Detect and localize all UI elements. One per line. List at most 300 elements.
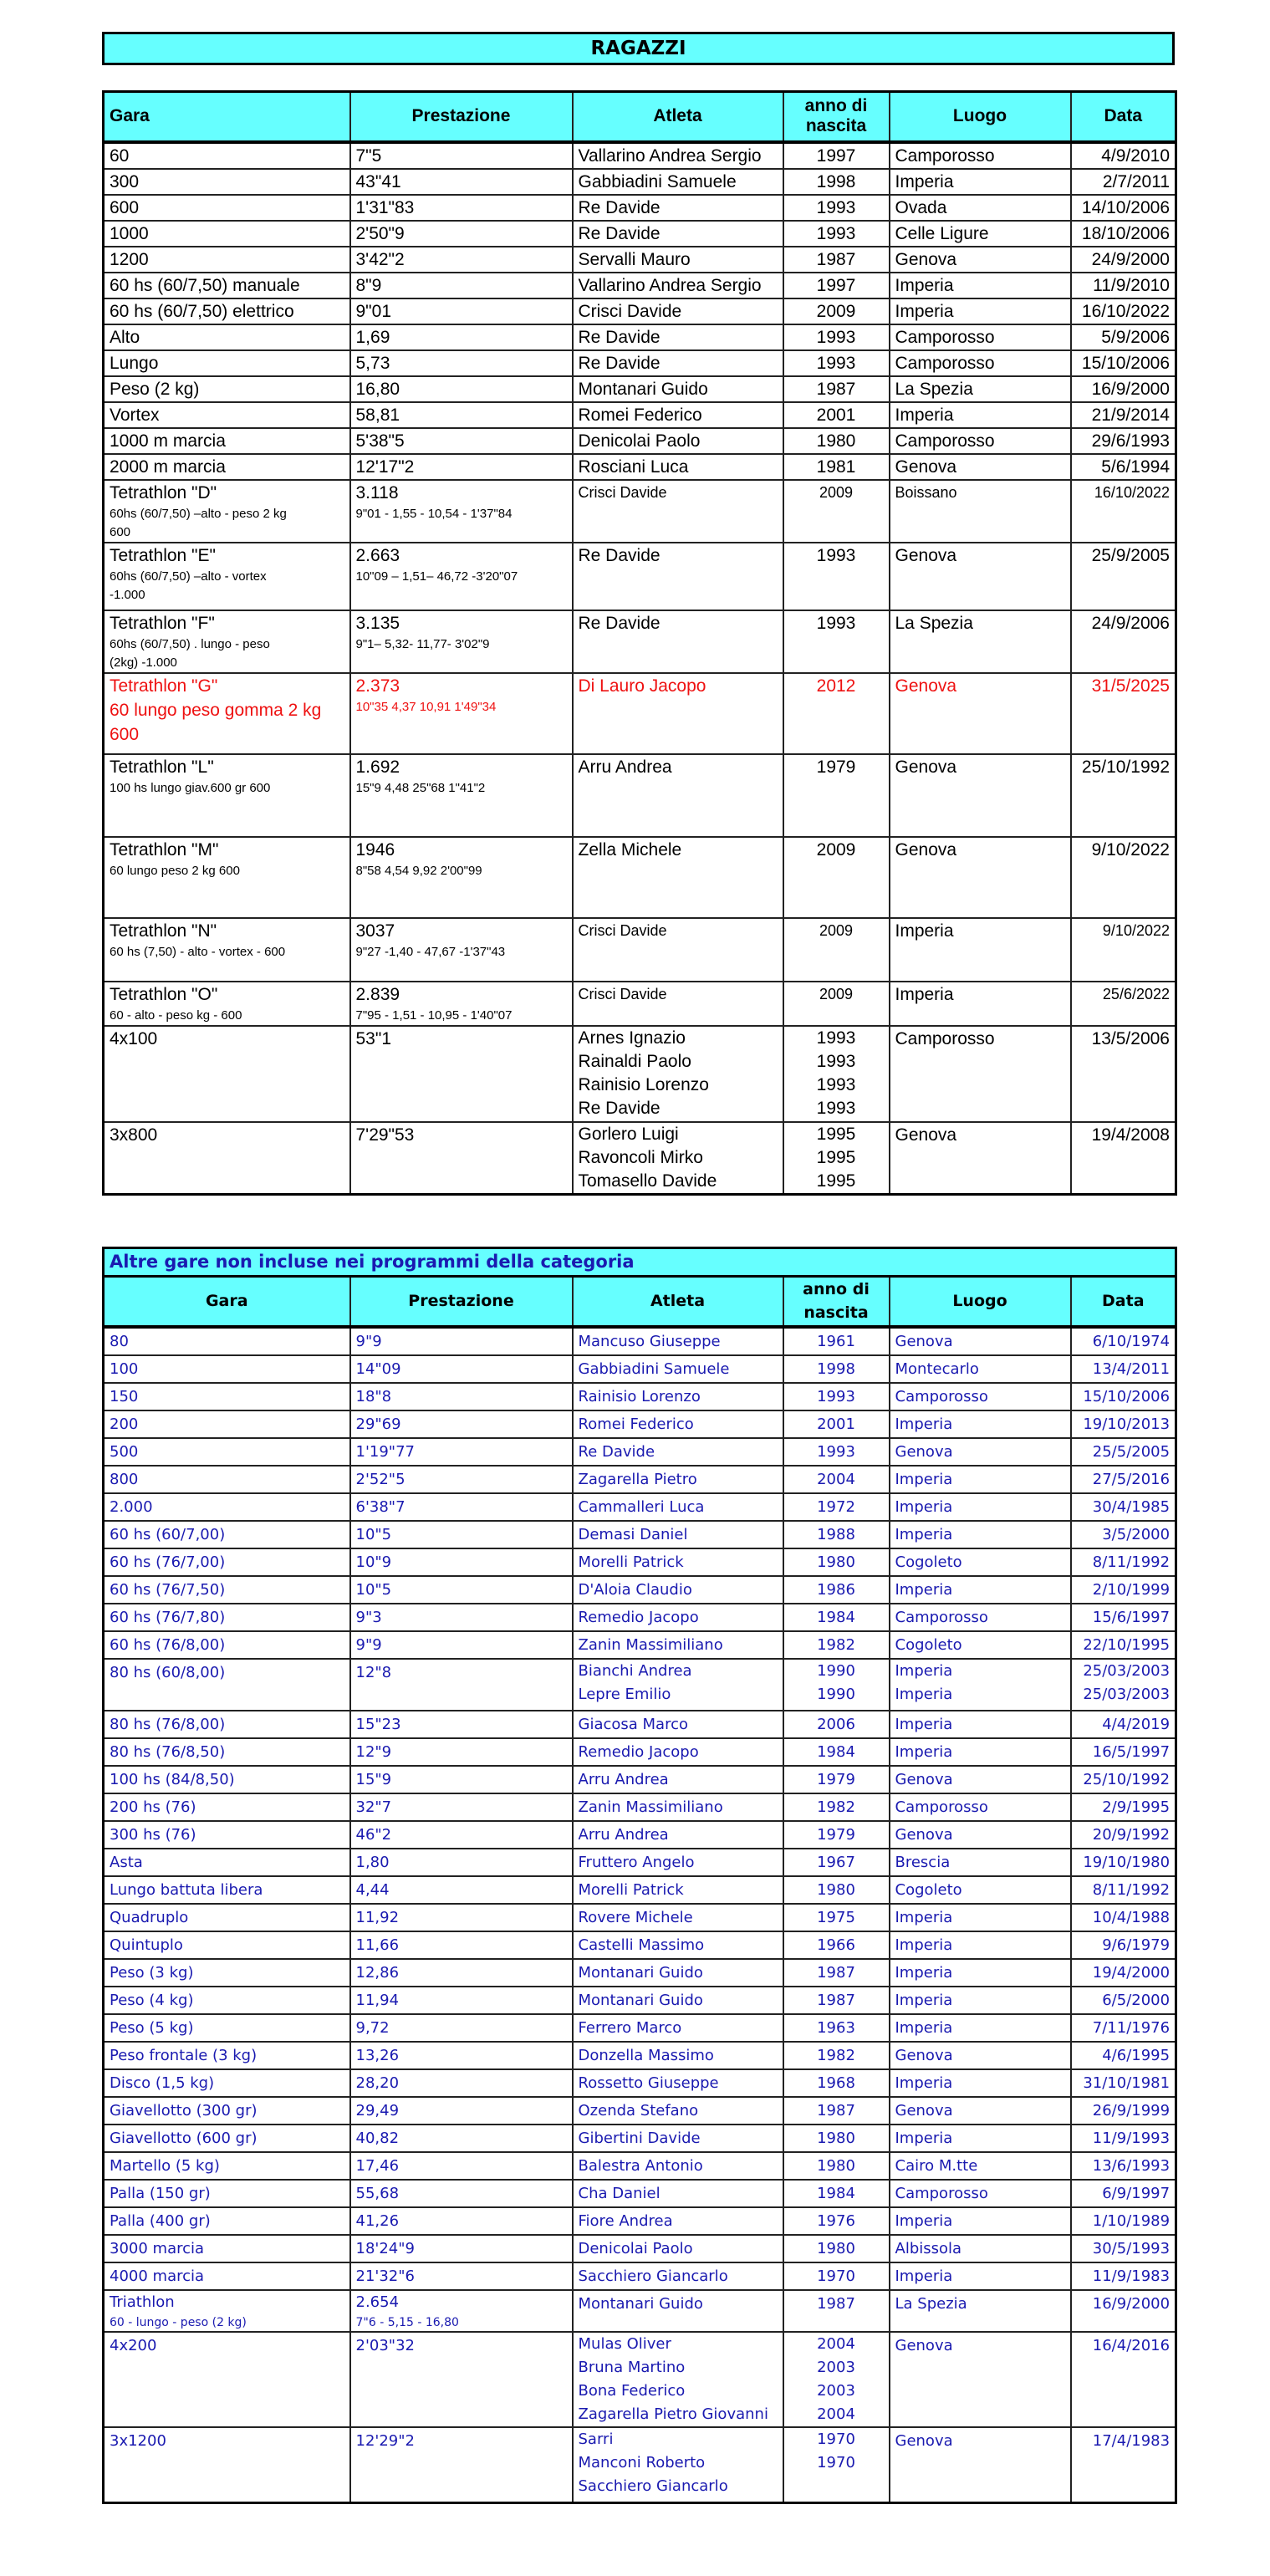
prestazione-cell: 55,68	[350, 2180, 573, 2207]
data-cell: 22/10/1995	[1071, 1631, 1176, 1659]
prestazione-score: 3.135	[355, 613, 400, 633]
prestazione-cell: 10"5	[350, 1521, 573, 1548]
data-cell: 17/4/1983	[1071, 2427, 1176, 2503]
luogo-cell: Camporosso	[890, 1604, 1071, 1631]
atleta-cell: Arru Andrea	[573, 1821, 783, 1849]
prestazione-cell: 5'38"5	[350, 428, 573, 454]
gara-detail-2: (2kg) -1.000	[110, 655, 177, 670]
gara-cell: Peso (2 kg)	[104, 376, 350, 402]
anno-cell: 1997	[783, 142, 890, 169]
table-row	[104, 428, 1176, 454]
luogo-cell: Genova	[890, 2097, 1071, 2125]
table-row	[104, 1604, 1176, 1631]
gara-cell: 60 hs (76/8,00)	[104, 1631, 350, 1659]
luogo-cell: La Spezia	[890, 376, 1071, 402]
atleta-cell: Servalli Mauro	[573, 247, 783, 273]
luogo-cell: Genova	[890, 1327, 1071, 1355]
relay-birth-year: 2003	[817, 2358, 855, 2376]
prestazione-cell: 7"5	[350, 142, 573, 169]
table-row	[104, 1659, 1176, 1711]
col-prestazione: Prestazione	[350, 92, 573, 142]
prestazione-cell: 10"9	[350, 1548, 573, 1576]
prestazione-cell: 29"69	[350, 1410, 573, 1438]
gara-detail: 60hs (60/7,50) . lungo - peso	[110, 636, 270, 651]
anno-cell: 1993	[783, 1383, 890, 1410]
table-row	[104, 2207, 1176, 2235]
data-cell: 6/10/1974	[1071, 1327, 1176, 1355]
prestazione-cell: 2'03"32	[350, 2332, 573, 2427]
atleta-cell: Zanin Massimiliano	[573, 1631, 783, 1659]
prestazione-score: 2.373	[355, 676, 400, 696]
prestazione-detail: 9"1– 5,32- 11,77- 3'02"9	[355, 636, 490, 651]
luogo-cell: Camporosso	[890, 350, 1071, 376]
data-cell: 10/4/1988	[1071, 1904, 1176, 1931]
atleta-cell: Re Davide	[573, 1438, 783, 1466]
gara-cell: Lungo	[104, 350, 350, 376]
anno-cell: 1987	[783, 2290, 890, 2332]
anno-cell: 1984	[783, 1604, 890, 1631]
anno-cell: 1976	[783, 2207, 890, 2235]
data-cell: 24/9/2006	[1071, 610, 1176, 673]
anno-cell: 1963	[783, 2014, 890, 2042]
prestazione-cell	[350, 543, 573, 610]
anno-cell: 1998	[783, 1355, 890, 1383]
table-row	[104, 982, 1176, 1026]
table-row	[104, 454, 1176, 480]
gara-detail: 100 hs lungo giav.600 gr 600	[110, 780, 271, 795]
luogo-cell: Imperia	[890, 1493, 1071, 1521]
anno-cell: 2009	[783, 918, 890, 982]
relay-athlete: Rainisio Lorenzo	[578, 1074, 709, 1094]
luogo-cell: Imperia	[890, 2069, 1071, 2097]
prestazione-cell: 21'32"6	[350, 2262, 573, 2290]
gara-cell: Giavellotto (300 gr)	[104, 2097, 350, 2125]
luogo-cell: Imperia	[890, 273, 1071, 298]
relay-athlete: Sacchiero Giancarlo	[578, 2477, 728, 2495]
anno-cell: 1993	[783, 195, 890, 221]
atleta-cell: Fiore Andrea	[573, 2207, 783, 2235]
luogo-cell: Imperia	[890, 1959, 1071, 1987]
luogo-cell: Camporosso	[890, 324, 1071, 350]
prestazione-detail: 9"27 -1,40 - 47,67 -1'37"43	[355, 944, 506, 959]
prestazione-cell: 7'29"53	[350, 1122, 573, 1195]
atleta-cell: Montanari Guido	[573, 2290, 783, 2332]
prestazione-cell: 2'52"5	[350, 1466, 573, 1493]
anno-cell: 1982	[783, 2042, 890, 2069]
atleta-cell: Gibertini Davide	[573, 2125, 783, 2152]
gara-cell: 60 hs (60/7,00)	[104, 1521, 350, 1548]
table-row	[104, 2262, 1176, 2290]
gara-cell: Martello (5 kg)	[104, 2152, 350, 2180]
gara-detail-2: -1.000	[110, 587, 145, 602]
gara-cell: 100 hs (84/8,50)	[104, 1766, 350, 1793]
data-cell: 19/10/2013	[1071, 1410, 1176, 1438]
table-row	[104, 1438, 1176, 1466]
anno-cell: 1984	[783, 2180, 890, 2207]
table-row	[104, 2152, 1176, 2180]
luogo-cell: Cogoleto	[890, 1548, 1071, 1576]
atleta-cell: Vallarino Andrea Sergio	[573, 142, 783, 169]
table-header	[104, 1277, 1176, 1327]
prestazione-detail: 10"35 4,37 10,91 1'49"34	[355, 699, 497, 714]
relay-athlete: Rainaldi Paolo	[578, 1051, 691, 1071]
gara-title: Tetrathlon "O"	[110, 984, 218, 1004]
data-cell: 20/9/1992	[1071, 1821, 1176, 1849]
atleta-cell: Ferrero Marco	[573, 2014, 783, 2042]
table-row	[104, 1987, 1176, 2014]
atleti-cell	[573, 1122, 783, 1195]
table-row	[104, 2290, 1176, 2332]
table-row	[104, 350, 1176, 376]
table-row	[104, 2014, 1176, 2042]
gara-cell: 80 hs (60/8,00)	[104, 1659, 350, 1711]
atleta-cell: Arru Andrea	[573, 754, 783, 837]
luogo-cell: Genova	[890, 543, 1071, 610]
gara-cell: 600	[104, 195, 350, 221]
atleta-cell: Ozenda Stefano	[573, 2097, 783, 2125]
anno-cell: 1961	[783, 1327, 890, 1355]
anno-cell: 1967	[783, 1849, 890, 1876]
table-row	[104, 2125, 1176, 2152]
birth-year: 1990	[817, 1661, 855, 1680]
prestazione-cell: 1,80	[350, 1849, 573, 1876]
table-row	[104, 376, 1176, 402]
anno-cell: 1980	[783, 1548, 890, 1576]
table-row	[104, 673, 1176, 754]
gara-detail-2: 600	[110, 524, 131, 539]
table-row	[104, 1631, 1176, 1659]
data-cell: 13/4/2011	[1071, 1355, 1176, 1383]
gara-detail: 60 - lungo - peso (2 kg)	[110, 2315, 247, 2329]
gara-cell: 3x800	[104, 1122, 350, 1195]
data-cell: 27/5/2016	[1071, 1466, 1176, 1493]
data-cell: 4/9/2010	[1071, 142, 1176, 169]
table-row	[104, 2042, 1176, 2069]
gara-title: Tetrathlon "D"	[110, 482, 217, 502]
data-cell: 16/10/2022	[1071, 480, 1176, 543]
relay-athlete: Manconi Roberto	[578, 2453, 706, 2471]
data-cell: 19/4/2000	[1071, 1959, 1176, 1987]
anno-cell: 1997	[783, 273, 890, 298]
table-row	[104, 1876, 1176, 1904]
atleta-cell: Denicolai Paolo	[573, 428, 783, 454]
relay-athlete: Zagarella Pietro Giovanni	[578, 2405, 768, 2423]
data-cell: 29/6/1993	[1071, 428, 1176, 454]
relay-birth-year: 1970	[817, 2430, 855, 2448]
data-cell: 6/5/2000	[1071, 1987, 1176, 2014]
atleta-cell: Re Davide	[573, 195, 783, 221]
data-cell: 18/10/2006	[1071, 221, 1176, 247]
table-row	[104, 1466, 1176, 1493]
table-row	[104, 2180, 1176, 2207]
data-cell: 26/9/1999	[1071, 2097, 1176, 2125]
luogo-cell: Imperia	[890, 169, 1071, 195]
luogo-cell: Genova	[890, 454, 1071, 480]
anno-cell: 1966	[783, 1931, 890, 1959]
table-row	[104, 1548, 1176, 1576]
table-row	[104, 1793, 1176, 1821]
prestazione-cell: 58,81	[350, 402, 573, 428]
luogo-cell: Genova	[890, 2427, 1071, 2503]
table-row	[104, 1410, 1176, 1438]
relay-birth-year: 1995	[816, 1124, 856, 1144]
data-cell: 30/5/1993	[1071, 2235, 1176, 2262]
prestazione-cell: 13,26	[350, 2042, 573, 2069]
luogo-cell: Imperia	[890, 1410, 1071, 1438]
atleta-cell: Rainisio Lorenzo	[573, 1383, 783, 1410]
gara-cell: Peso frontale (3 kg)	[104, 2042, 350, 2069]
atleti-cell	[573, 1026, 783, 1122]
relay-birth-year: 1993	[816, 1028, 856, 1048]
anno-cell: 1972	[783, 1493, 890, 1521]
anno-cell: 1975	[783, 1904, 890, 1931]
atleta-cell: Crisci Davide	[573, 918, 783, 982]
atleta-cell: Montanari Guido	[573, 1959, 783, 1987]
anno-cell: 2009	[783, 298, 890, 324]
prestazione-cell: 11,66	[350, 1931, 573, 1959]
anno-cell: 1998	[783, 169, 890, 195]
data-cell: 4/6/1995	[1071, 2042, 1176, 2069]
table-row	[104, 1959, 1176, 1987]
atleta-cell: Zanin Massimiliano	[573, 1793, 783, 1821]
data-cell: 16/9/2000	[1071, 376, 1176, 402]
anno-cell: 1987	[783, 2097, 890, 2125]
prestazione-score: 2.663	[355, 545, 400, 565]
gara-cell: 1000	[104, 221, 350, 247]
atleta-cell: Morelli Patrick	[573, 1548, 783, 1576]
gara-cell: Peso (3 kg)	[104, 1959, 350, 1987]
table-row	[104, 480, 1176, 543]
col-gara: Gara	[104, 1277, 350, 1327]
gara-detail: 60hs (60/7,50) –alto - vortex	[110, 569, 267, 584]
luogo-cell: Imperia	[890, 1711, 1071, 1738]
gara-title: Tetrathlon "F"	[110, 613, 215, 633]
gara-title: Tetrathlon "G"	[110, 676, 218, 696]
prestazione-cell	[350, 837, 573, 918]
luogo-cell: Genova	[890, 837, 1071, 918]
atleti-cell	[573, 1659, 783, 1711]
gara-cell: 300 hs (76)	[104, 1821, 350, 1849]
atleta-cell: Re Davide	[573, 610, 783, 673]
anno-cell: 1982	[783, 1631, 890, 1659]
gara-cell	[104, 837, 350, 918]
luogo-cell: Camporosso	[890, 428, 1071, 454]
prestazione-detail: 7"95 - 1,51 - 10,95 - 1'40"07	[355, 1007, 513, 1023]
anno-cell: 2009	[783, 480, 890, 543]
data-cell: 25/9/2005	[1071, 543, 1176, 610]
gara-cell: 2.000	[104, 1493, 350, 1521]
table-row	[104, 1355, 1176, 1383]
anno-cell: 1987	[783, 1959, 890, 1987]
table-row	[104, 2069, 1176, 2097]
data-cell: 15/10/2006	[1071, 350, 1176, 376]
gara-detail: 60 lungo peso gomma 2 kg	[110, 700, 322, 720]
prestazione-cell: 46"2	[350, 1821, 573, 1849]
gara-cell: 4x100	[104, 1026, 350, 1122]
gara-cell: 60 hs (76/7,50)	[104, 1576, 350, 1604]
prestazione-cell: 5,73	[350, 350, 573, 376]
luogo-cell: Imperia	[890, 1931, 1071, 1959]
prestazione-cell	[350, 610, 573, 673]
prestazione-cell: 12'29"2	[350, 2427, 573, 2503]
anno-cell: 1993	[783, 324, 890, 350]
prestazione-cell: 12,86	[350, 1959, 573, 1987]
luogo-cell: Imperia	[890, 1738, 1071, 1766]
table-row	[104, 1026, 1176, 1122]
anno-cell: 1993	[783, 543, 890, 610]
table-row	[104, 1931, 1176, 1959]
prestazione-score: 3037	[355, 921, 395, 941]
table-row	[104, 918, 1176, 982]
anni-cell	[783, 1122, 890, 1195]
relay-athlete: Re Davide	[578, 1098, 661, 1118]
atleta-cell: Donzella Massimo	[573, 2042, 783, 2069]
atleta-cell: Di Lauro Jacopo	[573, 673, 783, 754]
luogo-cell: Genova	[890, 1821, 1071, 1849]
luogo-cell: Imperia	[890, 1466, 1071, 1493]
atleta-cell: Gabbiadini Samuele	[573, 1355, 783, 1383]
gara-cell: Palla (400 gr)	[104, 2207, 350, 2235]
anno-cell: 1980	[783, 2125, 890, 2152]
data-cell: 5/6/1994	[1071, 454, 1176, 480]
relay-athlete: Sarri	[578, 2430, 614, 2448]
atleta-cell: Rossetto Giuseppe	[573, 2069, 783, 2097]
atleta-cell: Gabbiadini Samuele	[573, 169, 783, 195]
luogo-cell: La Spezia	[890, 2290, 1071, 2332]
anno-cell: 1987	[783, 247, 890, 273]
atleta-cell: Re Davide	[573, 324, 783, 350]
prestazione-cell: 53"1	[350, 1026, 573, 1122]
date: 25/03/2003	[1083, 1685, 1171, 1703]
data-cell: 1/10/1989	[1071, 2207, 1176, 2235]
prestazione-cell: 32"7	[350, 1793, 573, 1821]
prestazione-cell: 9"01	[350, 298, 573, 324]
atleta-cell: Montanari Guido	[573, 376, 783, 402]
luogo-cell: Ovada	[890, 195, 1071, 221]
prestazione-score: 3.118	[355, 482, 399, 502]
gara-cell: 500	[104, 1438, 350, 1466]
luogo-cell: Genova	[890, 1438, 1071, 1466]
data-cell: 16/5/1997	[1071, 1738, 1176, 1766]
table-row	[104, 610, 1176, 673]
luogo-cell: La Spezia	[890, 610, 1071, 673]
data-cell: 16/10/2022	[1071, 298, 1176, 324]
luogo-cell: Imperia	[890, 1904, 1071, 1931]
atleta-cell: Montanari Guido	[573, 1987, 783, 2014]
data-cell: 30/4/1985	[1071, 1493, 1176, 1521]
col-atleta: Atleta	[573, 1277, 783, 1327]
prestazione-cell	[350, 754, 573, 837]
atleta-cell: Re Davide	[573, 350, 783, 376]
gara-detail: 60 - alto - peso kg - 600	[110, 1007, 242, 1023]
gara-cell: 200	[104, 1410, 350, 1438]
gara-cell: 800	[104, 1466, 350, 1493]
table-row	[104, 1849, 1176, 1876]
prestazione-cell: 3'42"2	[350, 247, 573, 273]
luogo-cell: Genova	[890, 1766, 1071, 1793]
gara-cell	[104, 918, 350, 982]
data-cell: 25/6/2022	[1071, 982, 1176, 1026]
gara-detail: 60 lungo peso 2 kg 600	[110, 863, 240, 878]
anno-cell: 1980	[783, 1876, 890, 1904]
data-cell: 15/10/2006	[1071, 1383, 1176, 1410]
birth-year: 1990	[817, 1685, 855, 1703]
gara-cell: 200 hs (76)	[104, 1793, 350, 1821]
table-row	[104, 142, 1176, 169]
table-row	[104, 169, 1176, 195]
gara-title: Tetrathlon "M"	[110, 839, 219, 860]
table-row	[104, 1122, 1176, 1195]
atleta-cell: Rosciani Luca	[573, 454, 783, 480]
anno-cell: 1987	[783, 376, 890, 402]
atleta-cell: Crisci Davide	[573, 982, 783, 1026]
gara-cell: 80	[104, 1327, 350, 1355]
prestazione-cell: 15"23	[350, 1711, 573, 1738]
luogo-cell: Cogoleto	[890, 1631, 1071, 1659]
prestazione-cell: 11,92	[350, 1904, 573, 1931]
luogo-cell: Celle Ligure	[890, 221, 1071, 247]
gara-cell: 100	[104, 1355, 350, 1383]
table-row	[104, 543, 1176, 610]
atleta-cell: Crisci Davide	[573, 480, 783, 543]
luogo-cell: Camporosso	[890, 142, 1071, 169]
page-title: RAGAZZI	[102, 32, 1175, 65]
luogo-cell: Genova	[890, 673, 1071, 754]
prestazione-cell: 1'31"83	[350, 195, 573, 221]
anno-cell: 1979	[783, 1766, 890, 1793]
data-cell: 25/10/1992	[1071, 754, 1176, 837]
gara-cell: 4x200	[104, 2332, 350, 2427]
luogo-cell: Cairo M.tte	[890, 2152, 1071, 2180]
gara-cell	[104, 2290, 350, 2332]
data-cell: 31/5/2025	[1071, 673, 1176, 754]
prestazione-detail: 9"01 - 1,55 - 10,54 - 1'37"84	[355, 506, 513, 521]
atleta-cell: Demasi Daniel	[573, 1521, 783, 1548]
gara-cell: Palla (150 gr)	[104, 2180, 350, 2207]
col-luogo: Luogo	[890, 1277, 1071, 1327]
anno-cell: 1986	[783, 1576, 890, 1604]
anno-cell: 1981	[783, 454, 890, 480]
luogo-cell: Camporosso	[890, 1793, 1071, 1821]
anni-cell	[783, 2427, 890, 2503]
luogo-cell: Genova	[890, 247, 1071, 273]
gara-cell: 60 hs (76/7,80)	[104, 1604, 350, 1631]
table-row	[104, 1493, 1176, 1521]
prestazione-cell: 10"5	[350, 1576, 573, 1604]
data-cell: 3/5/2000	[1071, 1521, 1176, 1548]
prestazione-cell	[350, 2290, 573, 2332]
luogo-cell: Imperia	[890, 982, 1071, 1026]
luogo-cell: Brescia	[890, 1849, 1071, 1876]
anno-cell: 1982	[783, 1793, 890, 1821]
data-cell: 5/9/2006	[1071, 324, 1176, 350]
prestazione-cell: 2'50"9	[350, 221, 573, 247]
table-row	[104, 1521, 1176, 1548]
relay-birth-year: 1993	[816, 1051, 856, 1071]
prestazione-cell: 1'19"77	[350, 1438, 573, 1466]
prestazione-cell: 17,46	[350, 2152, 573, 2180]
atleta-cell: Romei Federico	[573, 1410, 783, 1438]
prestazione-cell	[350, 982, 573, 1026]
table-caption	[104, 1248, 1176, 1277]
gara-cell: 3000 marcia	[104, 2235, 350, 2262]
anno-cell: 1979	[783, 754, 890, 837]
data-cell: 9/6/1979	[1071, 1931, 1176, 1959]
prestazione-cell: 18"8	[350, 1383, 573, 1410]
date: 25/03/2003	[1083, 1661, 1171, 1680]
prestazione-detail: 15"9 4,48 25"68 1"41"2	[355, 780, 486, 795]
prestazione-cell: 18'24"9	[350, 2235, 573, 2262]
